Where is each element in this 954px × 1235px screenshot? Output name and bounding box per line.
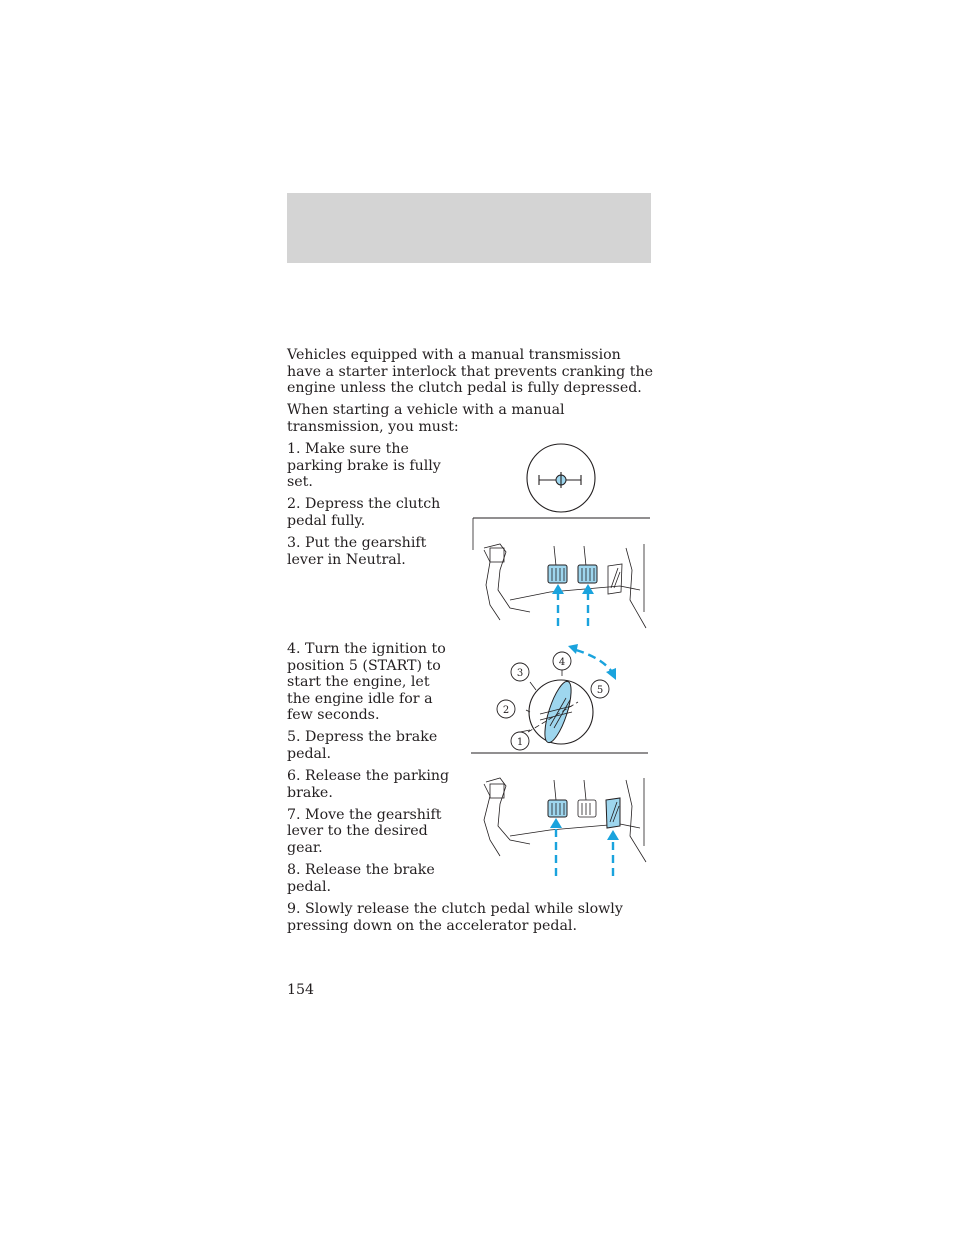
position-label: 5 bbox=[596, 685, 604, 696]
intro-paragraph: When starting a vehicle with a manual transmission, you must: bbox=[287, 402, 565, 435]
steps-group-1 bbox=[287, 441, 447, 574]
ignition-and-pedals-illustration bbox=[470, 640, 652, 880]
ignition-switch-icon bbox=[520, 668, 598, 745]
step-item: 4. Turn the ignition to position 5 (START) to start the engine, let the engine idle for a few seconds. bbox=[287, 641, 446, 724]
brake-pedal-icon bbox=[578, 780, 596, 817]
brake-pedal-icon bbox=[578, 546, 597, 583]
clutch-pedal-icon bbox=[548, 780, 567, 817]
step-item: 1. Make sure the parking brake is fully set. bbox=[287, 441, 441, 491]
parking-brake-indicator-icon bbox=[527, 444, 595, 512]
step-item: 5. Depress the brake pedal. bbox=[287, 729, 438, 763]
steps-group-2 bbox=[287, 641, 457, 901]
step-item: 2. Depress the clutch pedal fully. bbox=[287, 496, 441, 529]
step-item: 9. Slowly release the clutch pedal while slowly pressing down on the accelerator pedal. bbox=[287, 901, 623, 934]
position-label: 2 bbox=[502, 705, 510, 716]
step-item: 6. Release the parking brake. bbox=[287, 768, 450, 801]
ignition-position-1 bbox=[511, 732, 529, 750]
step-item: 7. Move the gearshift lever to the desired gear. bbox=[287, 806, 442, 857]
ignition-position-2 bbox=[497, 700, 515, 718]
pedal-illustration-clutch-brake bbox=[470, 440, 652, 630]
page-number: 154 bbox=[287, 982, 315, 998]
intro-paragraph: Vehicles equipped with a manual transmission have a starter interlock that prevents cranking the engine unless the clutch pedal is fully depressed. bbox=[287, 347, 654, 397]
intro-text bbox=[287, 347, 657, 441]
accelerator-pedal-icon bbox=[608, 564, 622, 594]
ignition-position-5 bbox=[591, 680, 609, 698]
ignition-position-3 bbox=[511, 663, 529, 681]
position-label: 1 bbox=[516, 737, 524, 748]
ignition-position-4 bbox=[553, 652, 571, 670]
step-item: 3. Put the gearshift lever in Neutral. bbox=[287, 534, 427, 568]
step-item: 8. Release the brake pedal. bbox=[287, 862, 435, 895]
position-label: 4 bbox=[558, 657, 566, 668]
section-header-band bbox=[287, 193, 651, 263]
turn-to-start-arrow-icon bbox=[568, 644, 616, 680]
accelerator-pedal-icon bbox=[606, 798, 620, 828]
clutch-pedal-icon bbox=[548, 546, 567, 583]
position-label: 3 bbox=[516, 668, 524, 679]
